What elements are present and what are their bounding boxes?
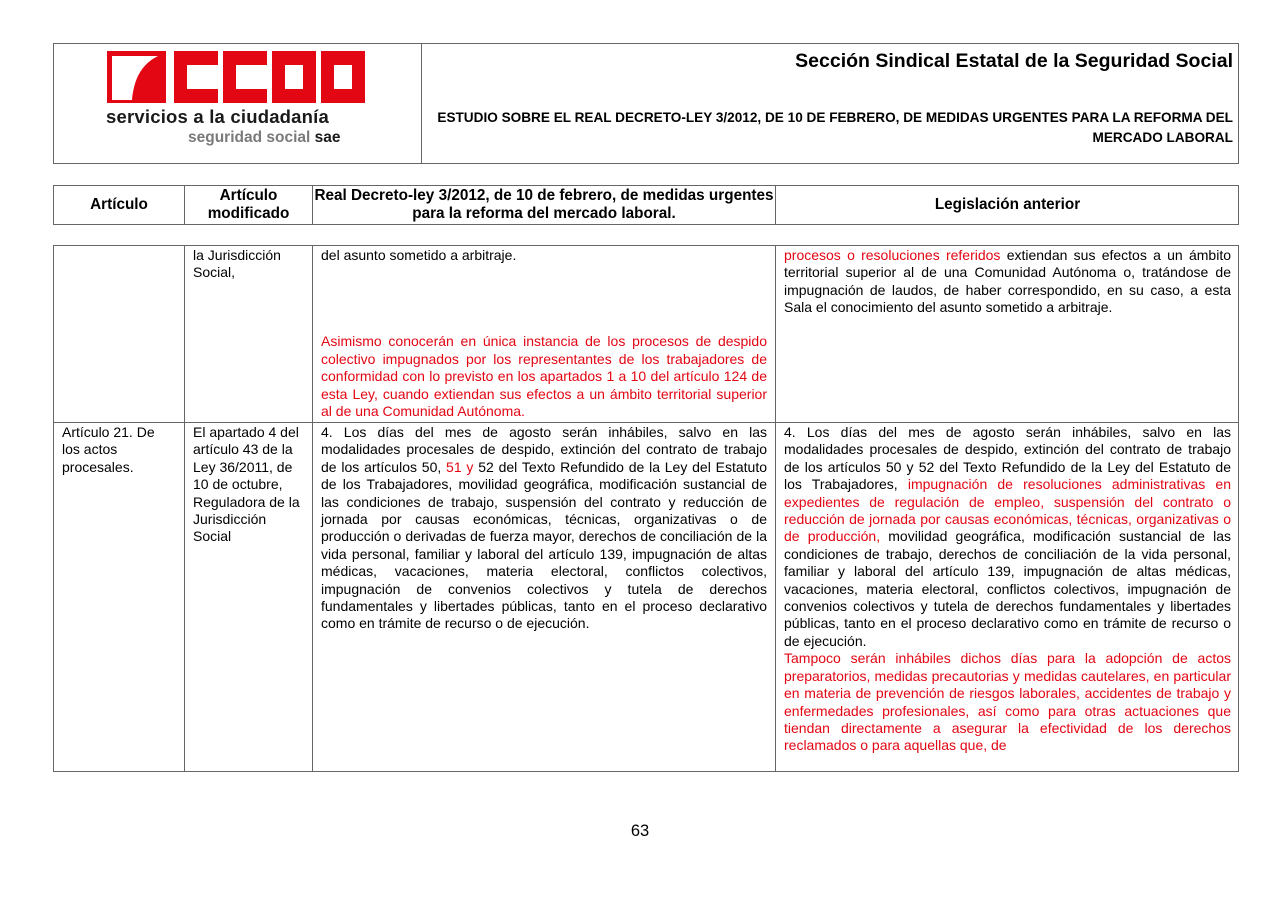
table-row [54,246,1238,422]
study-title: ESTUDIO SOBRE EL REAL DECRETO-LEY 3/2012, DE 10 DE FEBRERO, DE MEDIDAS URGENTES PARA LA REFORMA DEL MERCADO LABORAL [437,110,1233,145]
previous-paragraph [784,424,1231,650]
ccoo-logo-letters [174,51,367,103]
column-header-real-decreto: Real Decreto-ley 3/2012, de 10 de febrero, de medidas urgentes para la reforma del mercado laboral. [313,186,776,224]
new-text-highlighted: Asimismo conocerán en única instancia de los procesos de despido colectivo impugnados por los representantes de los trabajadores de conformidad con lo previsto en los apartados 1 a 10 del artículo 124 de esta Ley, cuando extiendan sus efectos a un ámbito territorial superior al de una Comunidad Autónoma. [321,333,767,420]
previous-text: movilidad geográfica, modificación sustancial de las condiciones de trabajo, derechos de conciliación de la vida personal, familiar y laboral del artículo 139, impugnación de altas médicas, vacaciones, materia electoral, conflictos colectivos, impugnación de convenios colectivos y tutela de derechos fundamentales y libertades públicas, tanto en el proceso declarativo como en trámite de recurso o de ejecución. [784,528,1231,649]
title-cell [422,44,1238,163]
removed-text-highlighted: Tampoco serán inhábiles dichos días para la adopción de actos preparatorios, medidas precautorias y medidas cautelares, en particular en materia de prevención de riesgos laborales, accidentes de trabajo y enfermedades profesionales, así como para otras actuaciones que tiendan directamente a asegurar la efectividad de los derechos reclamados o para aquellas que, de [784,650,1231,754]
new-text: 4. Los días del mes de agosto serán inhábiles, salvo en las modalidades procesales de despido, extinción del contrato de trabajo de los artículos 50, [321,424,767,475]
logo-tagline: servicios a la ciudadanía [106,106,329,127]
column-header-articulo: Artículo [54,186,185,224]
cell-articulo-modificado: la Jurisdicción Social, [185,246,313,422]
cell-articulo: Artículo 21. De los actos procesales. [54,423,185,771]
table-row [54,422,1238,771]
removed-text-highlighted: procesos o resoluciones referidos [784,247,1001,263]
cell-real-decreto [313,246,776,422]
cell-real-decreto [313,423,776,771]
previous-text: 4. Los días del mes de agosto serán inhábiles, salvo en las modalidades procesales de despido, extinción del contrato de trabajo de los artículos 50 y 52 del Texto Refundido de la Ley del Estatuto de los Trabajadores, [784,424,1231,493]
cell-articulo [54,246,185,422]
column-header-articulo-modificado: Artículo modificado [185,186,313,224]
cell-articulo-modificado: El apartado 4 del artículo 43 de la Ley 36/2011, de 10 de octubre, Reguladora de la Jurisdicción Social [185,423,313,771]
cell-legislacion-anterior [776,423,1239,771]
comparison-table [53,245,1239,772]
logo-subtagline: seguridad social sae [188,129,341,146]
new-text-highlighted: 51 y [446,458,474,475]
new-text: 52 del Texto Refundido de la Ley del Estatuto de los Trabajadores, movilidad geográfica, modificación sustancial de las condiciones de trabajo, suspensión del contrato y reducción de jornada por causas económicas, técnicas, organizativas o de producción o derivadas de fuerza mayor, derechos de conciliación de la vida personal, familiar y laboral del artículo 139, impugnación de altas médicas, vacaciones, materia electoral, conflictos colectivos, impugnación de convenios colectivos y tutela de derechos fundamentales y libertades públicas, tanto en el proceso declarativo como en trámite de recurso o de ejecución. [321,458,767,632]
previous-text: extiendan sus efectos a un ámbito territorial superior al de una Comunidad Autónoma o, tratándose de impugnación de laudos, de haber correspondido, en su caso, a esta Sala el conocimiento del asunto sometido a arbitraje. [784,247,1231,316]
section-title: Sección Sindical Estatal de la Seguridad Social [795,50,1233,72]
removed-text-highlighted: impugnación de resoluciones administrativas en expedientes de regulación de empleo, suspensión del contrato o reducción de jornada por causas económicas, técnicas, organizativas o de producción, [784,476,1231,545]
logo-cell [54,44,422,163]
new-text: del asunto sometido a arbitraje. [321,247,517,263]
cell-legislacion-anterior [776,246,1239,422]
ccoo-flag-icon [107,51,166,103]
column-header-row [53,185,1239,225]
page-number: 63 [630,822,650,840]
document-header [53,43,1239,164]
column-header-legislacion-anterior: Legislación anterior [934,196,1081,213]
